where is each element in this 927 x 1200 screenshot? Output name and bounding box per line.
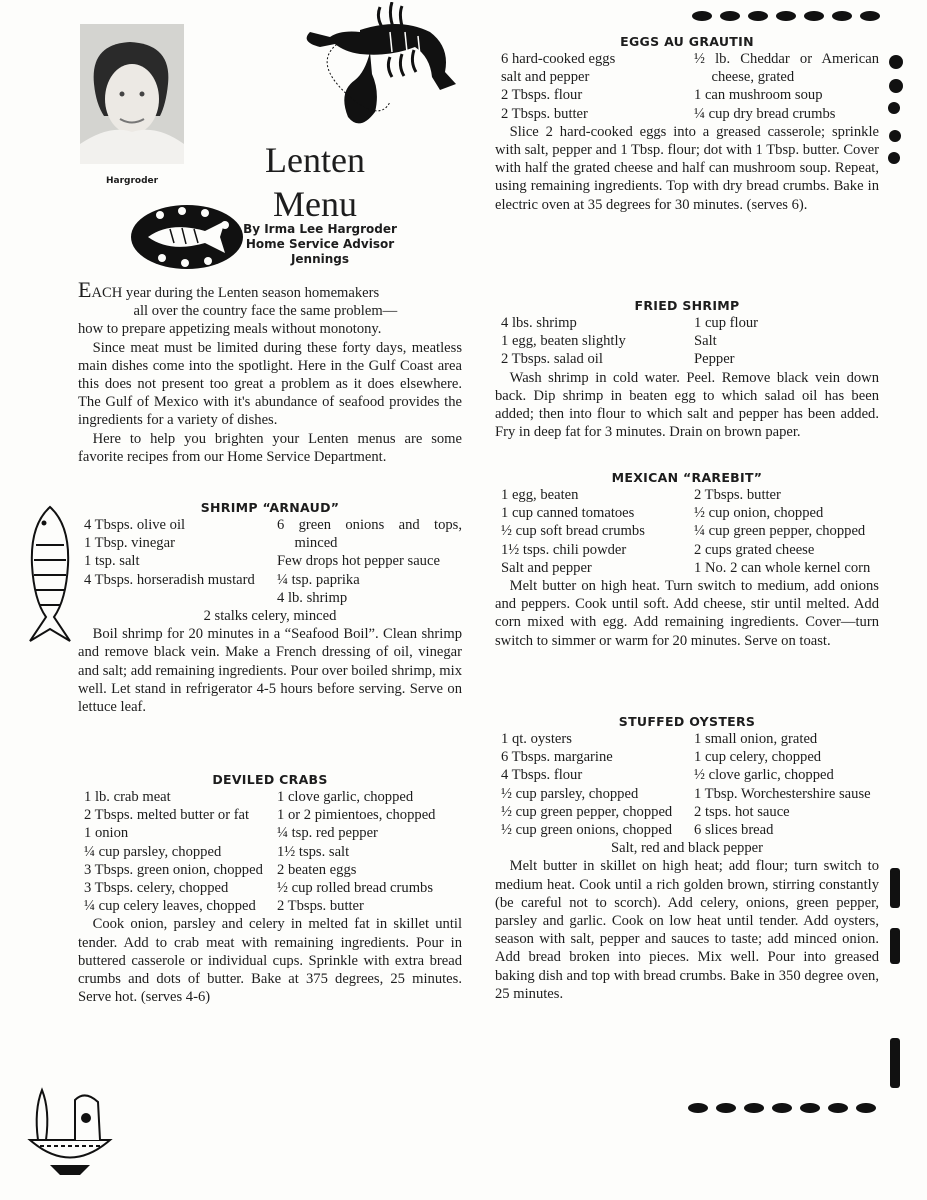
- recipe-directions: Slice 2 hard-cooked eggs into a greased casserole; sprinkle with salt, pepper and 1 Tbsp. flour; dot with 1 Tbsp. butter. Cover with half the grated cheese and half can mushroom soup. Repeat, using remaining ingredients. Top with dry bread crumbs. Bake in electric oven at 35 degrees for 30 minutes. (serves 6).: [495, 123, 879, 213]
- recipe-stuffed-oysters: [495, 714, 879, 1003]
- title-lenten: Lenten: [265, 140, 365, 180]
- ingredient-item: 2 tsps. hot sauce: [694, 803, 790, 820]
- ingredient-item-centered: Salt, red and black pepper: [611, 840, 763, 857]
- ingredient-item: ¼ tsp. red pepper: [277, 825, 378, 842]
- ingredient-item: 6 slices bread: [694, 822, 774, 839]
- recipe-title: STUFFED OYSTERS: [618, 714, 756, 729]
- ingredient-column-right: [694, 486, 879, 577]
- byline-role: Home Service Advisor: [245, 237, 395, 251]
- ingredient-item: 2 Tbsps. butter: [277, 898, 364, 915]
- ingredient-item: 4 lbs. shrimp: [501, 315, 577, 331]
- ingredient-item: ½ cup green pepper, chopped: [501, 803, 673, 820]
- ingredient-item: 1 cup canned tomatoes: [501, 505, 635, 522]
- recipe-directions: Cook onion, parsley and celery in melted fat in skillet until tender. Add to crab meat with remaining ingredients. Pour in buttered casserole or individual cups. Sprinkle with extra bread crumbs and dots of butter. Bake at 375 degrees, 25 minutes. Serve hot. (serves 4-6): [78, 916, 462, 1006]
- author-photo: [80, 24, 184, 164]
- ingredient-column-right: [277, 516, 462, 607]
- byline: [240, 222, 400, 267]
- ingredient-list: [78, 516, 462, 607]
- ingredient-column-right: [694, 314, 879, 369]
- recipe-mexican-rarebit: [495, 470, 879, 650]
- ingredient-item: 2 Tbsps. salad oil: [501, 351, 603, 368]
- byline-location: Jennings: [290, 252, 350, 266]
- recipe-title: DEVILED CRABS: [212, 772, 328, 787]
- ingredient-item: Pepper: [694, 351, 735, 368]
- fish-border-top: [690, 8, 890, 24]
- recipe-title: EGGS AU GRAUTIN: [620, 34, 754, 49]
- ingredient-item: 2 Tbsps. butter: [501, 105, 588, 122]
- ingredient-item: 1 can mushroom soup: [694, 87, 823, 104]
- ingredient-item: 1½ tsps. chili powder: [501, 541, 627, 558]
- ingredient-item: 4 Tbsps. olive oil: [84, 517, 186, 533]
- ingredient-item: 1 egg, beaten slightly: [501, 333, 626, 350]
- recipe-directions: Melt butter in skillet on high heat; add flour; turn switch to medium heat. Cook until a rich golden brown, stirring constantly (be careful not to scorch). Add celery, onions, green pepper, parsley and garlic. Cook on low heat until tender. Add oysters, season with salt, pepper and sauces to taste; add minced onion. Add bread broken into pieces. Mix well. Pour into greased baking dish and top with bread crumbs. Bake in 350 degree oven, 25 minutes.: [495, 858, 879, 1002]
- fish-border-bottom: [686, 1100, 886, 1116]
- recipe-title: FRIED SHRIMP: [634, 298, 740, 313]
- fish-illustration: [24, 505, 76, 645]
- ingredient-item: 4 lb. shrimp: [277, 589, 348, 606]
- ingredient-item: 1 small onion, grated: [694, 731, 818, 747]
- intro-paragraph-3: Here to help you brighten your Lenten menus are some favorite recipes from our Home Service Department.: [78, 430, 462, 465]
- ingredient-item: 1 lb. crab meat: [84, 789, 171, 805]
- ingredient-item: ½ cup soft bread crumbs: [501, 523, 645, 540]
- recipe-title: MEXICAN “RAREBIT”: [611, 470, 763, 485]
- fish-chain-icon: [690, 8, 890, 24]
- drop-cap: E: [78, 277, 92, 302]
- ingredient-item: Salt: [694, 333, 717, 350]
- ingredient-item: ½ cup rolled bread crumbs: [277, 880, 434, 897]
- ingredient-column-left: [495, 486, 680, 577]
- intro-line-2: all over the country face the same problem—: [133, 303, 398, 320]
- ingredient-item-centered: 2 stalks celery, minced: [203, 608, 337, 625]
- ingredient-item: ½ cup onion, chopped: [694, 505, 824, 522]
- ingredient-column-right: [277, 788, 462, 915]
- title-menu: Menu: [273, 184, 357, 224]
- ingredient-item: 1 onion: [84, 825, 129, 842]
- ingredient-item: ¼ cup celery leaves, chopped: [84, 898, 256, 915]
- ingredient-column-left: [78, 516, 263, 607]
- ingredient-item: 1 egg, beaten: [501, 487, 579, 503]
- ingredient-column-right: [694, 50, 879, 123]
- recipe-directions: Wash shrimp in cold water. Peel. Remove black vein down back. Dip shrimp in beaten egg to which salad oil has been added; then into flour to which salt and pepper has been added. Fry in deep fat for 3 minutes. Drain on brown paper.: [495, 369, 879, 441]
- ingredient-list: [78, 788, 462, 915]
- recipe-shrimp-arnaud: [78, 500, 462, 716]
- ingredient-item: 2 cups grated cheese: [694, 541, 815, 558]
- ingredient-item: 1 Tbsp. vinegar: [84, 535, 175, 552]
- ingredient-item: 3 Tbsps. celery, chopped: [84, 880, 229, 897]
- ingredient-item: 2 beaten eggs: [277, 861, 357, 878]
- recipe-title: SHRIMP “ARNAUD”: [200, 500, 340, 515]
- intro-line-1: ACH year during the Lenten season homemakers: [91, 285, 380, 301]
- intro-paragraph-1: [78, 277, 462, 339]
- ingredient-item: ¼ cup green pepper, chopped: [694, 523, 866, 540]
- intro-line-3: how to prepare appetizing meals without monotony.: [78, 321, 382, 338]
- intro-paragraph-2: Since meat must be limited during these forty days, meatless main dishes come into the spotlight. Here in the Gulf Coast area this does not present too great a problem as it does elsewhere. The Gulf of Mexico with it's abundance of seafood provides the ingredients for a variety of dishes.: [78, 339, 462, 429]
- ingredient-item: 2 Tbsps. butter: [694, 487, 781, 503]
- ingredient-column-left: [495, 730, 680, 839]
- ingredient-item: 4 Tbsps. horseradish mustard: [84, 571, 255, 588]
- recipe-fried-shrimp: [495, 298, 879, 441]
- ingredient-item: 1½ tsps. salt: [277, 843, 350, 860]
- ingredient-item: 2 Tbsps. flour: [501, 87, 583, 104]
- ingredient-list: [495, 730, 879, 839]
- drop-border-right: [884, 28, 908, 1108]
- ingredient-item: 1 Tbsp. Worchestershire sause: [694, 785, 871, 802]
- ingredient-item: 2 Tbsps. melted butter or fat: [84, 807, 250, 824]
- byline-author: By Irma Lee Hargroder: [243, 222, 397, 236]
- ingredient-item: ¼ cup parsley, chopped: [84, 843, 222, 860]
- ingredient-item: 1 clove garlic, chopped: [277, 789, 414, 805]
- ingredient-item: Salt and pepper: [501, 559, 592, 576]
- ingredient-item: 1 or 2 pimientoes, chopped: [277, 807, 436, 824]
- pitcher-bowl-illustration: [20, 1080, 120, 1180]
- ingredient-column-left: [495, 50, 680, 123]
- recipe-directions: Boil shrimp for 20 minutes in a “Seafood Boil”. Clean shrimp and remove black vein. Make a French dressing of oil, vinegar and salt; add remaining ingredients. Pour over boiled shrimp, mix well. Let stand in refrigerator 4-5 hours before serving. Serve on lettuce leaf.: [78, 626, 462, 716]
- ingredient-item: ¼ tsp. paprika: [277, 571, 360, 588]
- ingredient-item: ½ cup parsley, chopped: [501, 785, 639, 802]
- ingredient-item: 6 hard-cooked eggs: [501, 51, 616, 67]
- ingredient-item: 4 Tbsps. flour: [501, 767, 583, 784]
- ingredient-item: 1 No. 2 can whole kernel corn: [694, 559, 871, 576]
- ingredient-item: Few drops hot pepper sauce: [277, 553, 440, 570]
- ingredient-column-left: [495, 314, 680, 369]
- fish-platter-illustration: [130, 203, 245, 271]
- ingredient-column-left: [78, 788, 263, 915]
- lobster-illustration: [280, 2, 460, 132]
- ingredient-item: 1 tsp. salt: [84, 553, 140, 570]
- ingredient-list: [495, 314, 879, 369]
- ingredient-list: [495, 50, 879, 123]
- ingredient-item: ½ cup green onions, chopped: [501, 822, 673, 839]
- ingredient-item: 1 qt. oysters: [501, 731, 572, 747]
- ingredient-item: ½ clove garlic, chopped: [694, 767, 834, 784]
- ingredient-item: 6 Tbsps. margarine: [501, 749, 613, 766]
- ingredient-item: ½ lb. Cheddar or American cheese, grated: [694, 51, 879, 86]
- ingredient-column-right: [694, 730, 879, 839]
- recipe-deviled-crabs: [78, 772, 462, 1006]
- ingredient-item: 1 cup flour: [694, 315, 759, 331]
- ingredient-item: 6 green onions and tops, minced: [277, 517, 462, 552]
- ingredient-list: [495, 486, 879, 577]
- photo-caption: Hargroder: [106, 176, 159, 186]
- ingredient-item: salt and pepper: [501, 69, 590, 86]
- recipe-eggs-au-grautin: [495, 34, 879, 214]
- ingredient-item: ¼ cup dry bread crumbs: [694, 105, 836, 122]
- recipe-directions: Melt butter on high heat. Turn switch to medium, add onions and peppers. Cook until soft. Add cheese, stir until melted. Add corn mixed with egg. Add remaining ingredients. Cover—turn switch to simmer or warm for 20 minutes. Serve on toast.: [495, 578, 879, 649]
- intro-text: [78, 277, 462, 466]
- ingredient-item: 1 cup celery, chopped: [694, 749, 822, 766]
- ingredient-item: 3 Tbsps. green onion, chopped: [84, 861, 263, 878]
